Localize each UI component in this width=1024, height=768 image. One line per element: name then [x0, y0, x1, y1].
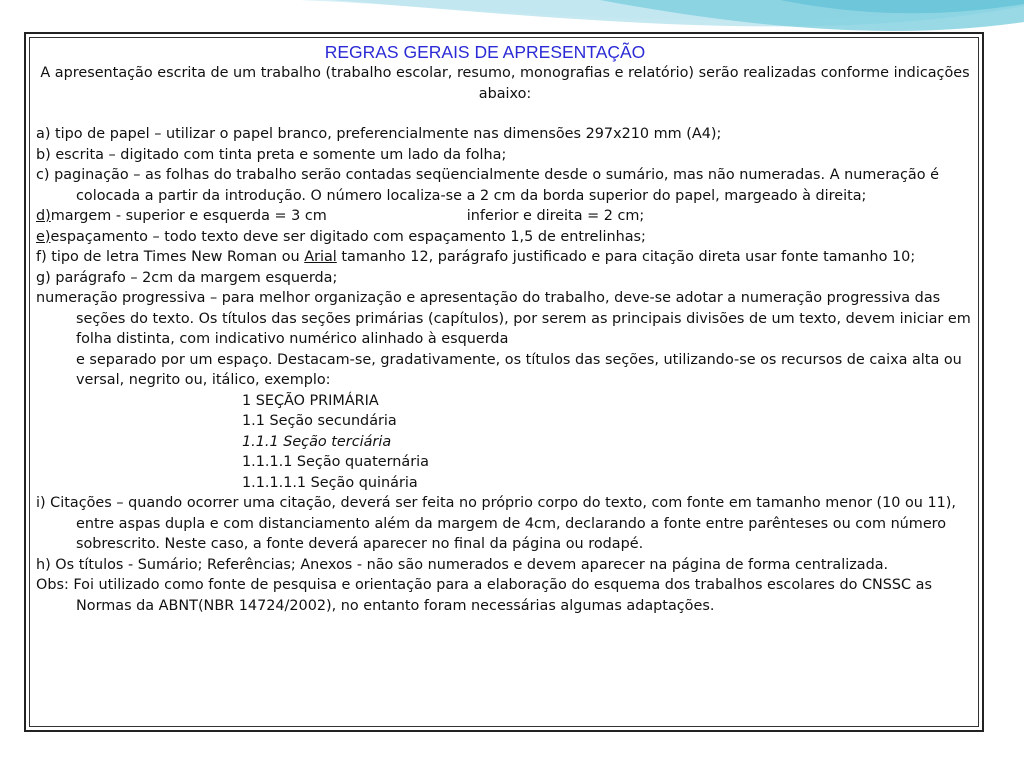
blank-line — [36, 104, 974, 124]
rule-item-e-prefix: e) — [36, 228, 51, 245]
rule-item-d — [36, 206, 974, 227]
section-example-quinary: 1.1.1.1.1 Seção quinária — [242, 474, 418, 491]
section-example-secondary: 1.1 Seção secundária — [242, 413, 397, 429]
rule-item-d-left: margem - superior e esquerda = 3 cm — [50, 208, 327, 224]
rule-item-d-prefix: d) — [36, 208, 51, 224]
rule-item-a: a) tipo de papel – utilizar o papel branco, preferencialmente nas dimensões 297x210 mm (A4); — [36, 126, 722, 142]
rule-item-e — [36, 227, 974, 248]
rule-item-f-before: f) tipo de letra Times New Roman ou — [36, 249, 305, 265]
rule-item-g: g) parágrafo – 2cm da margem esquerda; — [36, 269, 338, 286]
document-title: REGRAS GERAIS DE APRESENTAÇÃO — [324, 42, 646, 62]
section-example-primary: 1 SEÇÃO PRIMÁRIA — [242, 392, 379, 409]
rule-item-f-after: tamanho 12, parágrafo justificado e para citação direta usar fonte tamanho 10; — [336, 249, 916, 265]
numbering-paragraph: numeração progressiva – para melhor organização e apresentação do trabalho, deve-se adotar a numeração progressiva das seções do texto. Os títulos das seções primárias (capítulos), por serem as principais divisões de um texto, devem iniciar em folha distinta, com indicativo numérico alinhado à esquerda — [36, 290, 971, 347]
rule-item-f — [36, 247, 974, 268]
section-example-tertiary: 1.1.1 Seção terciária — [242, 433, 392, 450]
rule-item-b: b) escrita – digitado com tinta preta e somente um lado da folha; — [36, 146, 507, 163]
section-example-quaternary: 1.1.1.1 Seção quaternária — [242, 454, 429, 470]
rule-item-h: h) Os títulos - Sumário; Referências; Anexos - não são numerados e devem aparecer na página de forma centralizada. — [36, 556, 889, 573]
rule-item-i: i) Citações – quando ocorrer uma citação, deverá ser feita no próprio corpo do texto, com fonte em tamanho menor (10 ou 11), entre aspas dupla e com distanciamento além da margem de 4cm, declarando a fonte entre parênteses ou com número sobrescrito. Neste caso, a fonte deverá aparecer no final da página ou rodapé. — [36, 495, 956, 552]
observation-note: Obs: Foi utilizado como fonte de pesquisa e orientação para a elaboração do esquema dos trabalhos escolares do CNSSC as Normas da ABNT(NBR 14724/2002), no entanto foram necessárias algumas adaptações. — [36, 577, 932, 614]
rule-item-e-text: espaçamento – todo texto deve ser digitado com espaçamento 1,5 de entrelinhas; — [50, 228, 646, 245]
document-frame — [24, 32, 984, 732]
rule-item-d-right: inferior e direita = 2 cm; — [466, 208, 645, 224]
document-body — [36, 42, 974, 616]
rule-item-f-font: Arial — [304, 249, 337, 265]
rule-item-c: c) paginação – as folhas do trabalho serão contadas seqüencialmente desde o sumário, mas não numeradas. A numeração é colocada a partir da introdução. O número localiza-se a 2 cm da borda superior do papel, margeado à direita; — [36, 167, 939, 204]
intro-paragraph: A apresentação escrita de um trabalho (trabalho escolar, resumo, monografias e relatório) serão realizadas conforme indicações abaixo: — [40, 65, 970, 102]
numbering-continuation: e separado por um espaço. Destacam-se, gradativamente, os títulos das seções, utilizando-se os recursos de caixa alta ou versal, negrito ou, itálico, exemplo: — [76, 351, 962, 388]
